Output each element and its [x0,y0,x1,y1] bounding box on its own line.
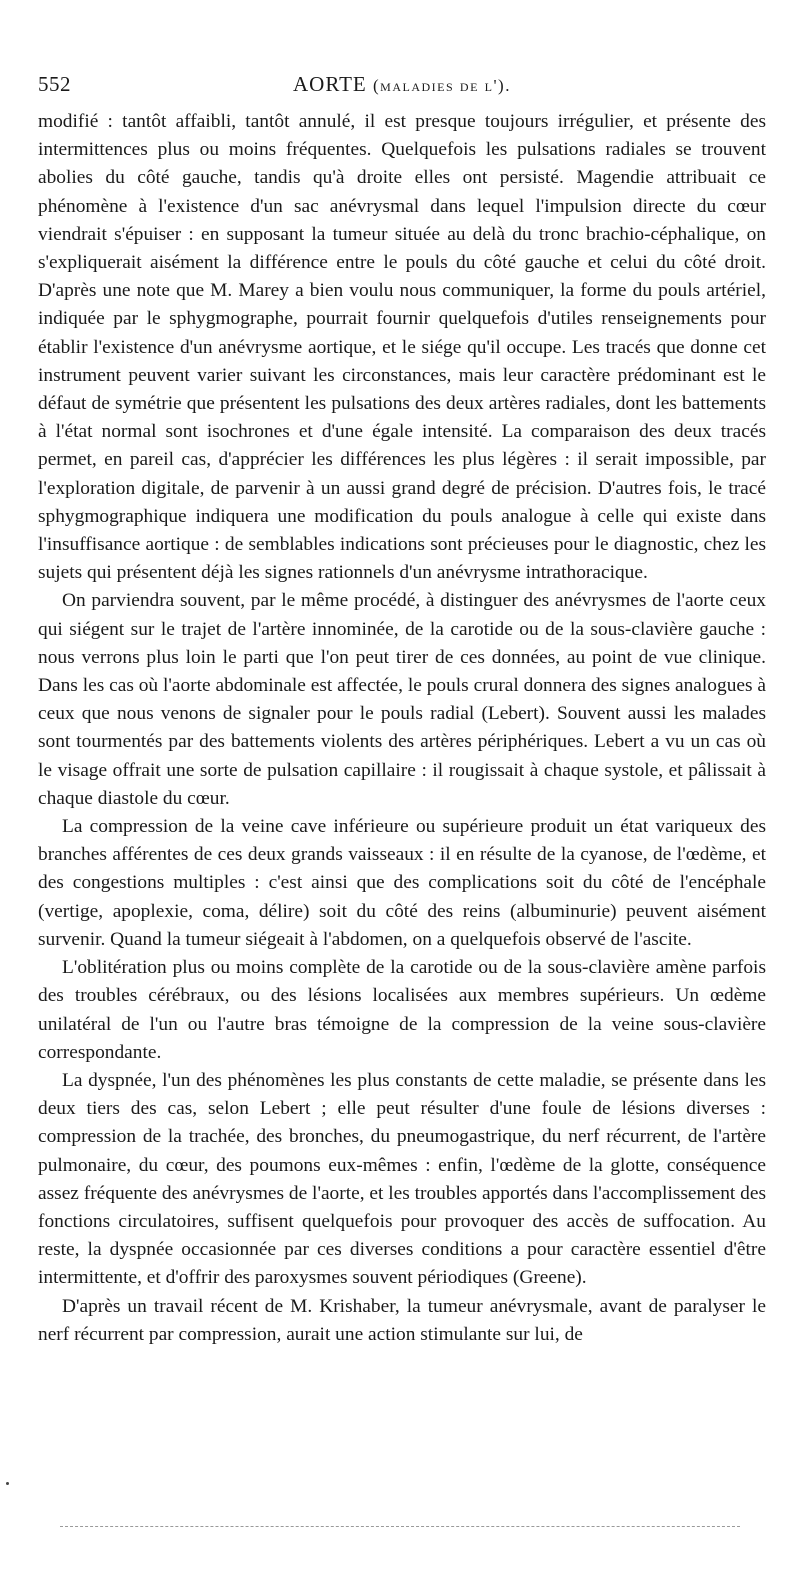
paragraph: La compression de la veine cave inférieure ou supérieure produit un état variqueux des branches afférentes de ces deux grands vaisseaux : il en résulte de la cyanose, de l'œdème, et des congestions multiples : c'est ainsi que des complications soit du côté de l'encéphale (vertige, apoplexie, coma, délire) soit du côté des reins (albuminurie) peuvent aisément survenir. Quand la tumeur siégeait à l'abdomen, on a quelquefois observé de l'ascite. [38,816,766,950]
page-number: 552 [38,72,71,96]
running-head [38,72,766,97]
body-text [38,108,766,1349]
running-head-title: AORTE [293,72,367,96]
page-header [38,72,766,108]
paragraph: La dyspnée, l'un des phénomènes les plus constants de cette maladie, se présente dans les deux tiers des cas, selon Lebert ; elle peut résulter d'une foule de lésions diverses : compression de la trachée, des bronches, du pneumogastrique, du nerf récurrent, de l'artère pulmonaire, du cœur, des poumons eux-mêmes : enfin, l'œdème de la glotte, conséquence assez fréquente des anévrysmes de l'aorte, et les troubles apportés dans l'accomplissement des fonctions circulatoires, suffisent quelquefois pour provoquer des accès de suffocation. Au reste, la dyspnée occasionnée par ces diverses conditions a pour caractère essentiel d'être intermittente, et d'offrir des paroxysmes souvent périodiques (Greene). [38,1069,766,1289]
paragraph: modifié : tantôt affaibli, tantôt annulé, il est presque toujours irrégulier, et présente des intermittences plus ou moins fréquentes. Quelquefois les pulsations radiales se trouvent abolies du côté gauche, tandis qu'à droite elles ont persisté. Magendie attribuait ce phénomène à l'existence d'un sac anévrysmal dans lequel l'impulsion directe du cœur viendrait s'épuiser : en supposant la tumeur située au delà du tronc brachio-céphalique, on s'expliquerait aisément la différence entre le pouls du côté gauche et celui du côté droit. D'après une note que M. Marey a bien voulu nous communiquer, la forme du pouls artériel, indiquée par le sphygmographe, pourrait fournir quelquefois d'utiles renseignements pour établir l'existence d'un anévrysme aortique, et le siége qu'il occupe. Les tracés que donne cet instrument peuvent varier suivant les circonstances, mais leur caractère prédominant est le défaut de symétrie que présentent les pulsations des deux artères radiales, dont les battements à l'état normal sont isochrones et d'une égale intensité. La comparaison des deux tracés permet, en pareil cas, d'apprécier les différences les plus légères : il serait impossible, par l'exploration digitale, de parvenir à un aussi grand degré de précision. D'autres fois, le tracé sphygmographique indiquera une modification du pouls analogue à celle qui existe dans l'insuffisance aortique : de semblables indications sont précieuses pour le diagnostic, chez les sujets qui présentent déjà les signes rationnels d'un anévrysme intrathoracique. [38,111,766,584]
running-head-subtitle: (maladies de l'). [373,76,511,95]
paragraph: L'oblitération plus ou moins complète de la carotide ou de la sous-clavière amène parfois des troubles cérébraux, ou des lésions localisées aux membres supérieurs. Un œdème unilatéral de l'un ou l'autre bras témoigne de la compression de la veine sous-clavière correspondante. [38,957,766,1063]
paragraph: On parviendra souvent, par le même procédé, à distinguer des anévrysmes de l'aorte ceux qui siégent sur le trajet de l'artère innominée, de la carotide ou de la sous-clavière gauche : nous verrons plus loin le parti que l'on peut tirer de ces données, au point de vue clinique. Dans les cas où l'aorte abdominale est affectée, le pouls crural donnera des signes analogues à ceux que nous venons de signaler pour le pouls radial (Lebert). Souvent aussi les malades sont tourmentés par des battements violents des artères périphériques. Lebert a vu un cas où le visage offrait une sorte de pulsation capillaire : il rougissait à chaque systole, et pâlissait à chaque diastole du cœur. [38,590,766,809]
paragraph: D'après un travail récent de M. Krishaber, la tumeur anévrysmale, avant de paralyser le nerf récurrent par compression, aurait une action stimulante sur lui, de [38,1295,766,1345]
document-page [38,72,766,1349]
scan-speck [6,1482,9,1485]
bottom-rule [60,1526,740,1527]
